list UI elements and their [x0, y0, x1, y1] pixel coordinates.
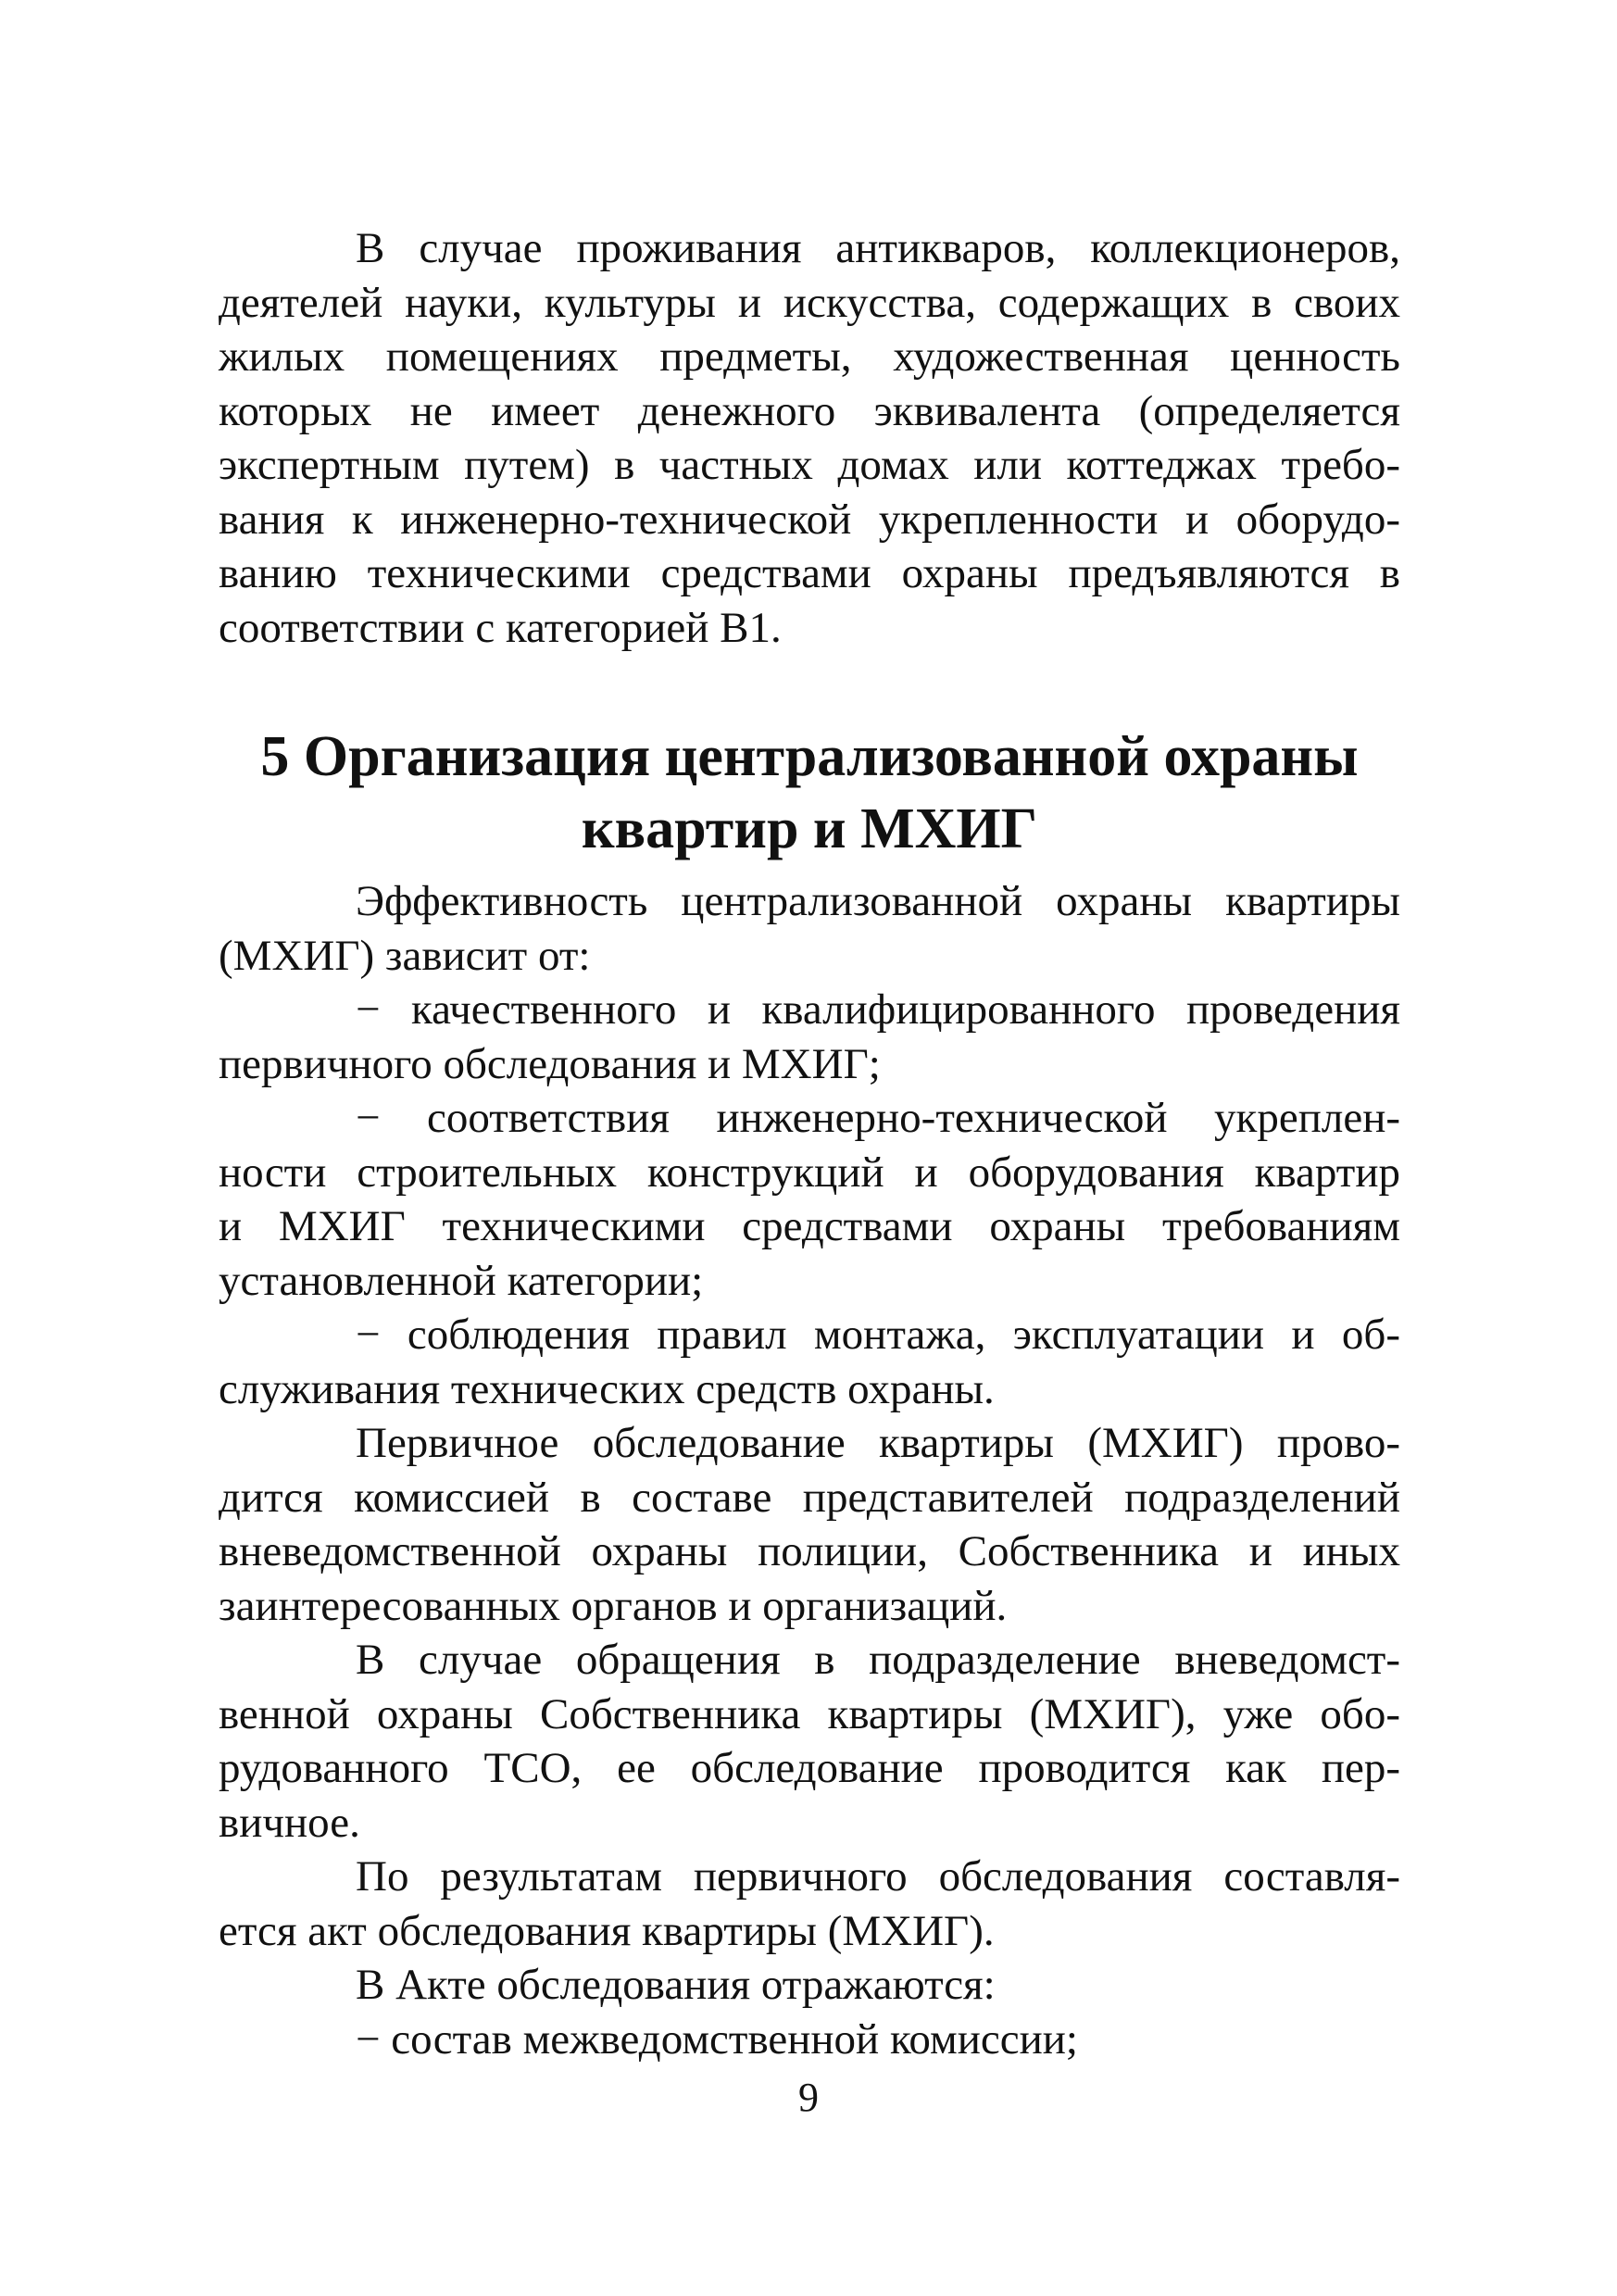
text-line: венной охраны Собственника квартиры (МХИГ), уже обо-	[219, 1689, 1400, 1738]
text-line: В Акте обследования отражаются:	[356, 1961, 996, 2009]
text-line: ется акт обследования квартиры (МХИГ).	[219, 1906, 995, 1955]
text-line: жилых помещениях предметы, художественная ценность	[219, 332, 1400, 381]
text-line: Эффективность централизованной охраны квартиры	[356, 877, 1400, 925]
text-line: По результатам первичного обследования составля-	[356, 1852, 1400, 1901]
text-line: вневедомственной охраны полиции, Собственника и иных	[219, 1527, 1400, 1575]
list-item: − состав межведомственной комиссии;	[356, 2014, 1078, 2064]
text-line: соответствии с категорией В1.	[219, 603, 782, 652]
text-line: деятелей науки, культуры и искусства, содержащих в своих	[219, 278, 1400, 327]
list-item: − соответствия инженерно-технической укреплен-	[356, 1094, 1400, 1142]
text-line: В случае обращения в подразделение вневедомст-	[356, 1636, 1400, 1684]
text-line: которых не имеет денежного эквивалента (определяется	[219, 386, 1400, 435]
text-line: служивания технических средств охраны.	[219, 1364, 995, 1413]
section-heading	[219, 721, 1400, 865]
text-line: экспертным путем) в частных домах или коттеджах требо-	[219, 441, 1400, 489]
text-line: ванию техническими средствами охраны предъявляются в	[219, 549, 1400, 597]
body-text	[219, 874, 1400, 2066]
text-line: заинтересованных органов и организаций.	[219, 1581, 1008, 1630]
list-item: − качественного и квалифицированного проведения	[356, 985, 1400, 1034]
text-line: (МХИГ) зависит от:	[219, 931, 591, 980]
text-line: дится комиссией в составе представителей подразделений	[219, 1473, 1400, 1522]
text-line: вичное.	[219, 1798, 360, 1847]
text-line: первичного обследования и МХИГ;	[219, 1039, 881, 1088]
text-line: установленной категории;	[219, 1256, 704, 1305]
list-item: − соблюдения правил монтажа, эксплуатации и об-	[356, 1311, 1400, 1359]
text-line: ности строительных конструкций и оборудования квартир	[219, 1148, 1400, 1197]
intro-paragraph	[219, 221, 1400, 655]
text-line: В случае проживания антикваров, коллекционеров,	[356, 224, 1400, 272]
heading-line: квартир и МХИГ	[581, 797, 1038, 860]
text-line: вания к инженерно-технической укрепленности и оборудо-	[219, 495, 1400, 544]
page-number: 9	[798, 2075, 819, 2120]
text-line: Первичное обследование квартиры (МХИГ) прово-	[356, 1419, 1400, 1467]
heading-line: 5 Организация централизованной охраны	[260, 725, 1359, 788]
text-line: рудованного ТСО, ее обследование проводится как пер-	[219, 1744, 1400, 1792]
text-line: и МХИГ техническими средствами охраны требованиям	[219, 1202, 1400, 1250]
